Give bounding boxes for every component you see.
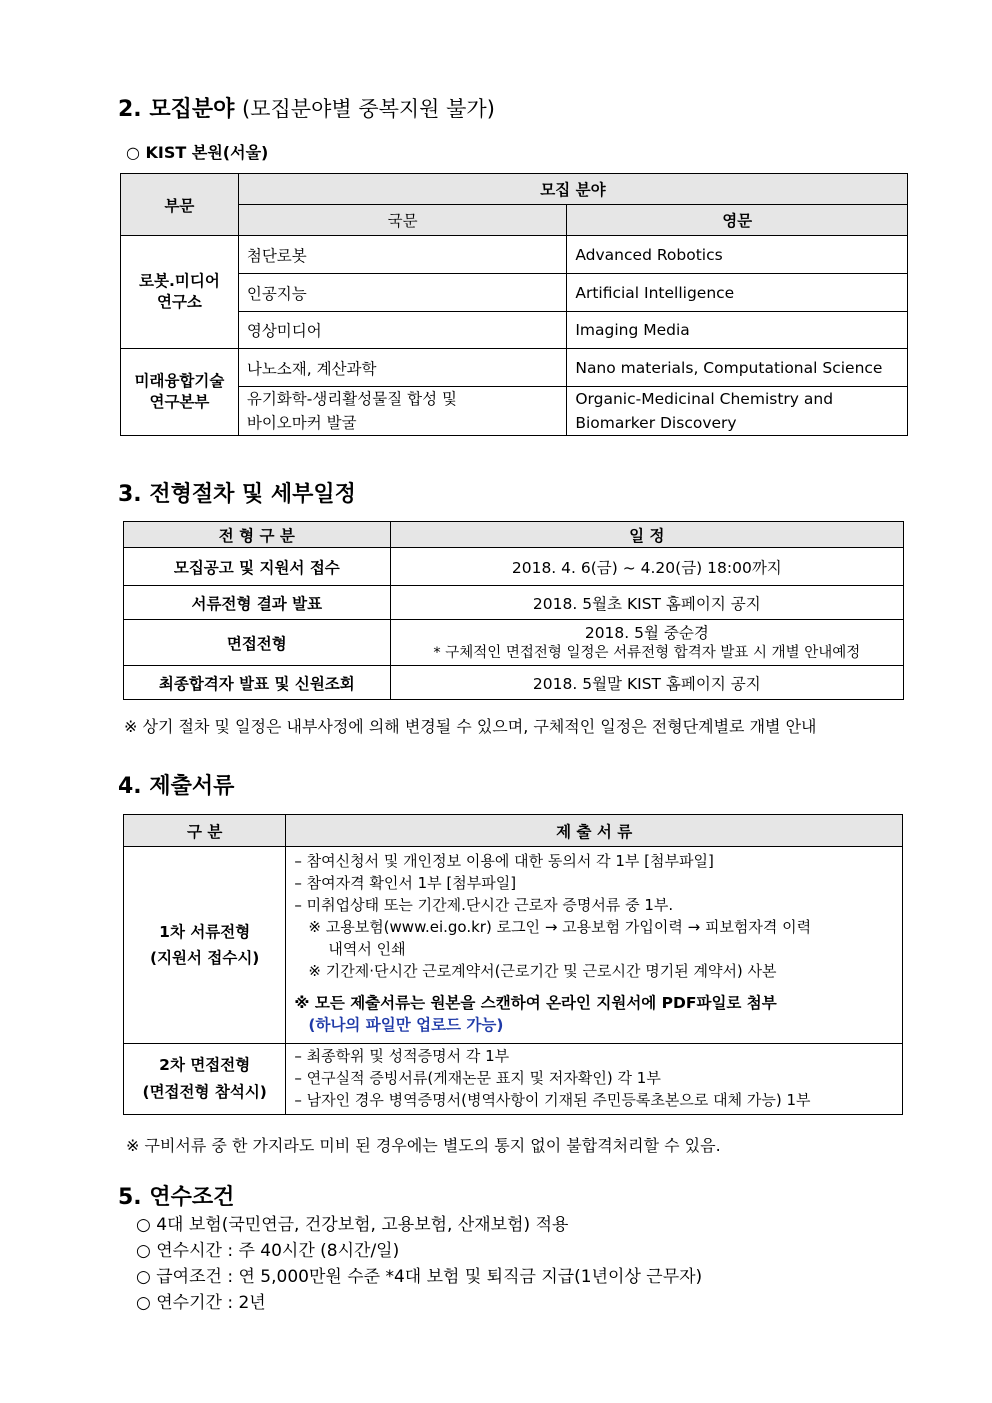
schedule-type: 최종합격자 발표 및 신원조회 — [124, 666, 391, 700]
doc-category-1 — [124, 847, 286, 1044]
doc-item: – 최종학위 및 성적증명서 각 1부 — [294, 1047, 510, 1065]
section-2-title: 2. 모집분야 — [118, 97, 235, 122]
doc-subitem: ※ 기간제·단시간 근로계약서(근로기간 및 근로시간 명기된 계약서) 사본 — [308, 962, 777, 980]
section-3-title: 3. 전형절차 및 세부일정 — [118, 482, 356, 507]
doc-item: – 참여자격 확인서 1부 [첨부파일] — [294, 874, 517, 892]
section-4-title: 4. 제출서류 — [118, 774, 235, 799]
field-eng: Artificial Intelligence — [567, 274, 908, 312]
dept-future-convergence: 미래융합기술 연구본부 — [121, 349, 239, 436]
doc-category-label: 1차 서류전형 — [159, 923, 251, 941]
schedule-date: 2018. 5월초 KIST 홈페이지 공지 — [390, 586, 903, 620]
section-2-subtitle: (모집분야별 중복지원 불가) — [242, 97, 495, 121]
doc-bold-note: ※ 모든 제출서류는 원본을 스캔하여 온라인 지원서에 PDF파일로 첨부 — [294, 994, 777, 1012]
th-schedule: 일 정 — [390, 522, 903, 548]
doc-category-sublabel: (지원서 접수시) — [149, 949, 260, 967]
doc-category-2 — [124, 1044, 286, 1115]
th-type: 전 형 구 분 — [124, 522, 391, 548]
doc-item: – 참여신청서 및 개인정보 이용에 대한 동의서 각 1부 [첨부파일] — [294, 852, 714, 870]
kist-label: ○ KIST 본원(서울) — [126, 143, 269, 162]
section-5-title: 5. 연수조건 — [118, 1185, 235, 1210]
schedule-date-note: * 구체적인 면접전형 일정은 서류전형 합격자 발표 시 개별 안내예정 — [433, 644, 861, 661]
schedule-date-cell — [390, 620, 903, 666]
schedule-table — [123, 521, 904, 700]
conditions-list — [136, 1212, 702, 1316]
condition-item: ○ 급여조건 : 연 5,000만원 수준 *4대 보험 및 퇴직금 지급(1년이상 근무자) — [136, 1267, 703, 1287]
schedule-type: 면접전형 — [124, 620, 391, 666]
condition-item: ○ 연수기간 : 2년 — [136, 1293, 266, 1313]
field-eng: Organic-Medicinal Chemistry and Biomarker Discovery — [567, 387, 908, 436]
doc-subitem: ※ 고용보험(www.ei.go.kr) 로그인 → 고용보험 가입이력 → 피보험자격 이력 — [308, 918, 812, 936]
documents-note: ※ 구비서류 중 한 가지라도 미비 된 경우에는 별도의 통지 없이 불합격처리할 수 있음. — [126, 1136, 721, 1155]
recruit-field-table — [120, 173, 908, 436]
field-eng: Advanced Robotics — [567, 236, 908, 274]
doc-list-1 — [286, 847, 903, 1044]
schedule-type: 모집공고 및 지원서 접수 — [124, 548, 391, 586]
dept-robot-media: 로봇.미디어 연구소 — [121, 236, 239, 349]
section-2-heading — [118, 92, 495, 123]
field-kor: 나노소재, 계산과학 — [238, 349, 566, 387]
field-kor: 영상미디어 — [238, 312, 566, 349]
doc-item: – 남자인 경우 병역증명서(병역사항이 기재된 주민등록초본으로 대체 가능) 1부 — [294, 1091, 811, 1109]
field-eng: Nano materials, Computational Science — [567, 349, 908, 387]
th-dept: 부문 — [121, 174, 239, 236]
th-kor: 국문 — [238, 205, 566, 236]
th-field: 모집 분야 — [238, 174, 907, 205]
field-kor: 인공지능 — [238, 274, 566, 312]
doc-list-2 — [286, 1044, 903, 1115]
field-kor: 유기화학-생리활성물질 합성 및 바이오마커 발굴 — [238, 387, 566, 436]
doc-subitem-cont: 내역서 인쇄 — [328, 940, 406, 958]
condition-item: ○ 연수시간 : 주 40시간 (8시간/일) — [136, 1241, 400, 1261]
th-eng: 영문 — [567, 205, 908, 236]
condition-item: ○ 4대 보험(국민연금, 건강보험, 고용보험, 산재보험) 적용 — [136, 1215, 569, 1235]
schedule-type: 서류전형 결과 발표 — [124, 586, 391, 620]
field-eng: Imaging Media — [567, 312, 908, 349]
doc-item: – 연구실적 증빙서류(게재논문 표지 및 저자확인) 각 1부 — [294, 1069, 661, 1087]
doc-category-label: 2차 면접전형 — [159, 1056, 251, 1074]
doc-category-sublabel: (면접전형 참석시) — [142, 1083, 267, 1101]
doc-blue-note: (하나의 파일만 업로드 가능) — [308, 1016, 504, 1034]
schedule-note: ※ 상기 절차 및 일정은 내부사정에 의해 변경될 수 있으며, 구체적인 일정은 전형단계별로 개별 안내 — [124, 717, 817, 736]
field-kor: 첨단로봇 — [238, 236, 566, 274]
schedule-date: 2018. 5월말 KIST 홈페이지 공지 — [390, 666, 903, 700]
th-documents: 제 출 서 류 — [286, 815, 903, 847]
documents-table — [123, 814, 903, 1115]
schedule-date: 2018. 5월 중순경 — [584, 623, 709, 642]
doc-item: – 미취업상태 또는 기간제.단시간 근로자 증명서류 중 1부. — [294, 896, 674, 914]
th-category: 구 분 — [124, 815, 286, 847]
schedule-date: 2018. 4. 6(금) ~ 4.20(금) 18:00까지 — [390, 548, 903, 586]
